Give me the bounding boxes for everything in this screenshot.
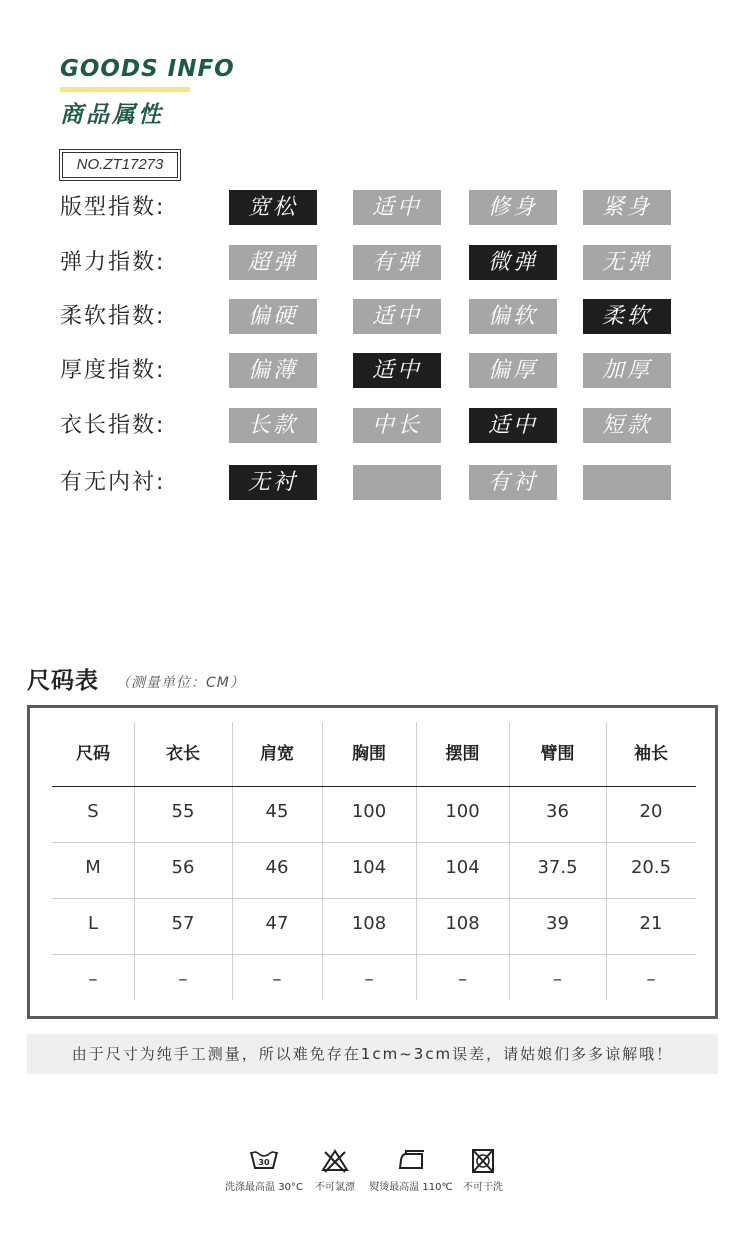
size-table-grid: [30, 708, 715, 1016]
table-cell: 100: [351, 801, 387, 822]
row-divider: [52, 898, 696, 899]
size-chart-unit: （测量单位：CM）: [116, 675, 245, 691]
attribute-tag: 超弹: [229, 245, 317, 280]
care-label-bleach: 不可氯漂: [315, 1182, 355, 1193]
no-dry-clean-icon: [468, 1148, 498, 1174]
table-cell: 21: [639, 913, 663, 934]
table-header-cell: 衣长: [166, 744, 200, 764]
attribute-label: 衣长指数:: [60, 413, 166, 438]
table-cell: 45: [265, 801, 289, 822]
attribute-tag: 加厚: [583, 353, 671, 388]
table-cell: –: [553, 969, 562, 990]
table-cell: 108: [351, 913, 387, 934]
attribute-tag-selected: 柔软: [583, 299, 671, 334]
attribute-tag-selected: 适中: [469, 408, 557, 443]
attribute-tag: 适中: [353, 299, 441, 334]
table-cell: M: [85, 857, 101, 878]
attribute-label: 柔软指数:: [60, 304, 166, 329]
table-cell: 36: [546, 801, 569, 822]
no-bleach-icon: [320, 1148, 350, 1174]
attribute-tag: 修身: [469, 190, 557, 225]
header-divider: [52, 786, 696, 787]
table-cell: –: [364, 969, 374, 990]
table-cell: 104: [351, 857, 387, 878]
attribute-label: 厚度指数:: [60, 358, 166, 383]
size-chart-title: 尺码表: [27, 668, 99, 694]
attribute-tag-selected: 无衬: [229, 465, 317, 500]
table-cell: –: [458, 969, 467, 990]
attribute-tag: [353, 465, 441, 500]
table-header-cell: 尺码: [76, 744, 110, 764]
attribute-tag-selected: 微弹: [469, 245, 557, 280]
attribute-tag: 适中: [353, 190, 441, 225]
table-cell: 20: [639, 801, 663, 822]
table-cell: 20.5: [630, 857, 672, 878]
goods-info-subtitle: 商品属性: [60, 102, 164, 128]
attribute-tag: 短款: [583, 408, 671, 443]
measurement-notice: 由于尺寸为纯手工测量，所以难免存在1cm~3cm误差，请姑娘们多多谅解哦！: [71, 1045, 674, 1063]
table-cell: –: [646, 969, 656, 990]
attribute-tag: 偏硬: [229, 299, 317, 334]
row-divider: [52, 842, 696, 843]
table-cell: 39: [546, 913, 569, 934]
care-label-dryclean: 不可干洗: [463, 1182, 503, 1193]
table-header-cell: 袖长: [634, 744, 668, 764]
attribute-tag: 紧身: [583, 190, 671, 225]
table-cell: L: [87, 913, 99, 934]
table-cell: 57: [171, 913, 195, 934]
attribute-tag: [583, 465, 671, 500]
attribute-label: 有无内衬:: [60, 470, 166, 495]
table-cell: 37.5: [537, 857, 578, 878]
attribute-label: 弹力指数:: [60, 250, 166, 275]
table-cell: –: [178, 969, 188, 990]
table-cell: –: [272, 969, 282, 990]
size-table: [27, 705, 718, 1019]
care-label-wash: 洗涤最高温 30°C: [225, 1182, 303, 1193]
table-header-cell: 胸围: [352, 744, 386, 764]
attribute-tag: 有弹: [353, 245, 441, 280]
title-underline: [60, 87, 190, 92]
table-header-cell: 摆围: [445, 744, 480, 764]
table-cell: 55: [171, 801, 195, 822]
care-item-wash: [222, 1148, 306, 1193]
table-cell: 100: [445, 801, 480, 822]
table-header-cell: 肩宽: [260, 744, 294, 764]
table-cell: 104: [445, 857, 480, 878]
attribute-tag: 偏软: [469, 299, 557, 334]
row-divider: [52, 954, 696, 955]
attribute-tag: 长款: [229, 408, 317, 443]
attribute-tag: 偏薄: [229, 353, 317, 388]
care-item-iron: [366, 1148, 456, 1193]
iron-110-icon: [396, 1148, 426, 1174]
attribute-tag-selected: 适中: [353, 353, 441, 388]
attribute-tag: 中长: [353, 408, 441, 443]
attribute-tag-selected: 宽松: [229, 190, 317, 225]
goods-info-title: GOODS INFO: [60, 56, 235, 82]
wash-temp-label: 30: [258, 1158, 270, 1167]
care-label-iron: 熨烫最高温 110℃: [369, 1182, 453, 1193]
attribute-label: 版型指数:: [60, 195, 166, 220]
attribute-tag: 有衬: [469, 465, 557, 500]
product-number: NO.ZT17273: [62, 152, 178, 178]
table-cell: 46: [265, 857, 289, 878]
wash-30-icon: [249, 1148, 279, 1174]
table-cell: 47: [265, 913, 289, 934]
table-cell: 56: [171, 857, 195, 878]
attribute-tag: 无弹: [583, 245, 671, 280]
attribute-tag: 偏厚: [469, 353, 557, 388]
table-cell: 108: [445, 913, 480, 934]
table-cell: –: [88, 969, 98, 990]
table-header-cell: 臂围: [540, 744, 575, 764]
table-cell: S: [87, 801, 99, 822]
care-item-bleach: [310, 1148, 360, 1193]
care-item-dryclean: [458, 1148, 508, 1193]
